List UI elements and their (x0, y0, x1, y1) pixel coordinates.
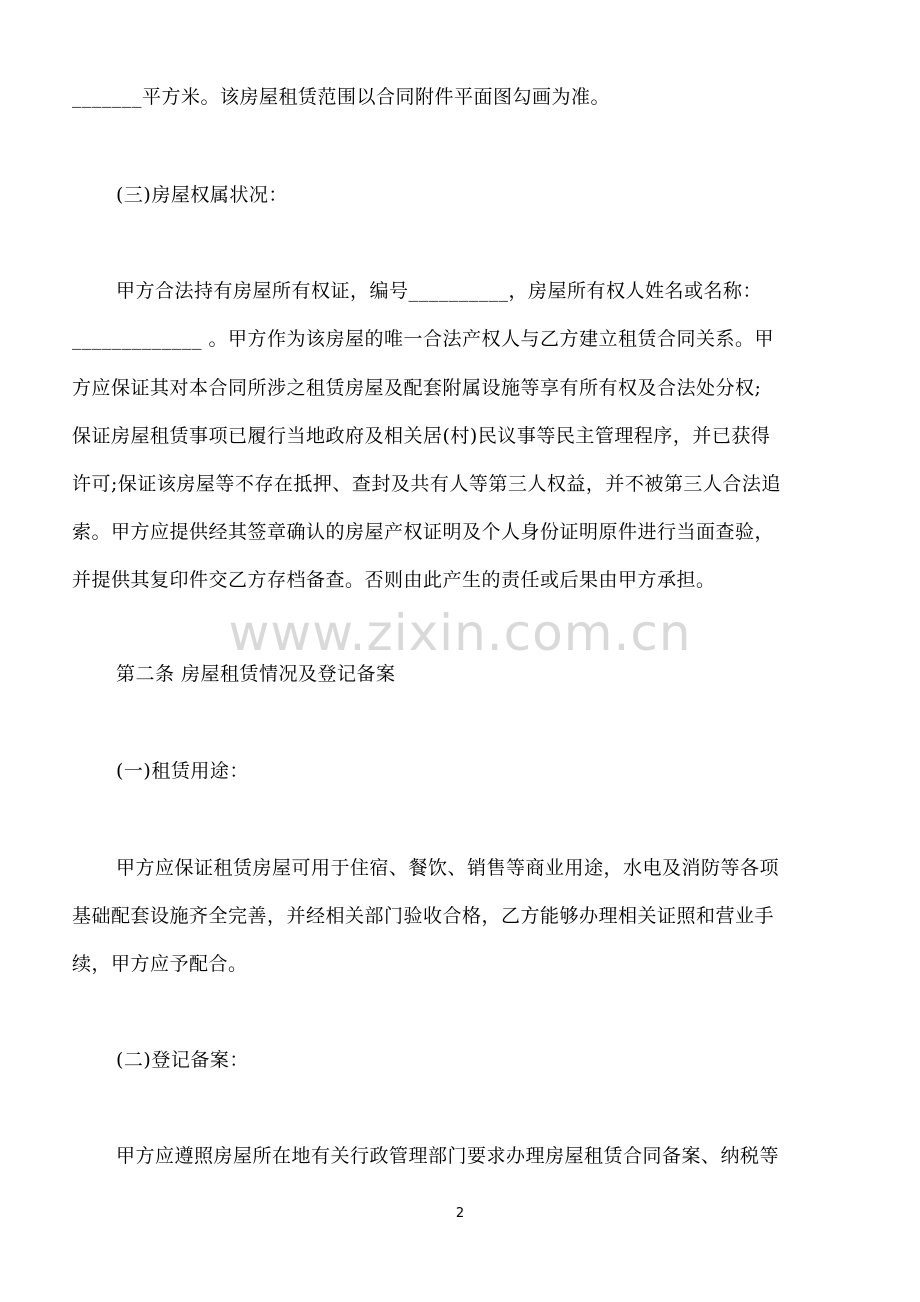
body-line: 甲方合法持有房屋所有权证，编号__________，房屋所有权人姓名或名称： (116, 280, 763, 302)
body-line: 续，甲方应予配合。 (72, 953, 248, 975)
body-line: 甲方应遵照房屋所在地有关行政管理部门要求办理房屋租赁合同备案、纳税等 (116, 1145, 780, 1167)
body-line: _______平方米。该房屋租赁范围以合同附件平面图勾画为准。 (72, 86, 611, 108)
section-heading: (二)登记备案： (116, 1049, 249, 1071)
body-line: 基础配套设施齐全完善，并经相关部门验收合格，乙方能够办理相关证照和营业手 (72, 905, 775, 927)
body-line: 许可;保证该房屋等不存在抵押、查封及共有人等第三人权益，并不被第三人合法追 (72, 473, 781, 495)
body-line: 并提供其复印件交乙方存档备查。否则由此产生的责任或后果由甲方承担。 (72, 569, 716, 591)
page-number: 2 (455, 1206, 465, 1221)
section-heading: (三)房屋权属状况： (116, 184, 288, 206)
body-line: 索。甲方应提供经其签章确认的房屋产权证明及个人身份证明原件进行当面查验， (72, 521, 775, 543)
body-line: _____________ 。甲方作为该房屋的唯一合法产权人与乙方建立租赁合同关系。甲 (72, 328, 775, 350)
watermark: www.zixin.com.cn (228, 604, 692, 662)
body-line: 方应保证其对本合同所涉之租赁房屋及配套附属设施等享有所有权及合法处分权; (72, 377, 762, 399)
body-line: 甲方应保证租赁房屋可用于住宿、餐饮、销售等商业用途，水电及消防等各项 (116, 857, 780, 879)
article-heading: 第二条 房屋租赁情况及登记备案 (116, 663, 396, 685)
section-heading: (一)租赁用途： (116, 760, 249, 782)
body-line: 保证房屋租赁事项已履行当地政府及相关居(村)民议事等民主管理程序，并已获得 (72, 425, 771, 447)
